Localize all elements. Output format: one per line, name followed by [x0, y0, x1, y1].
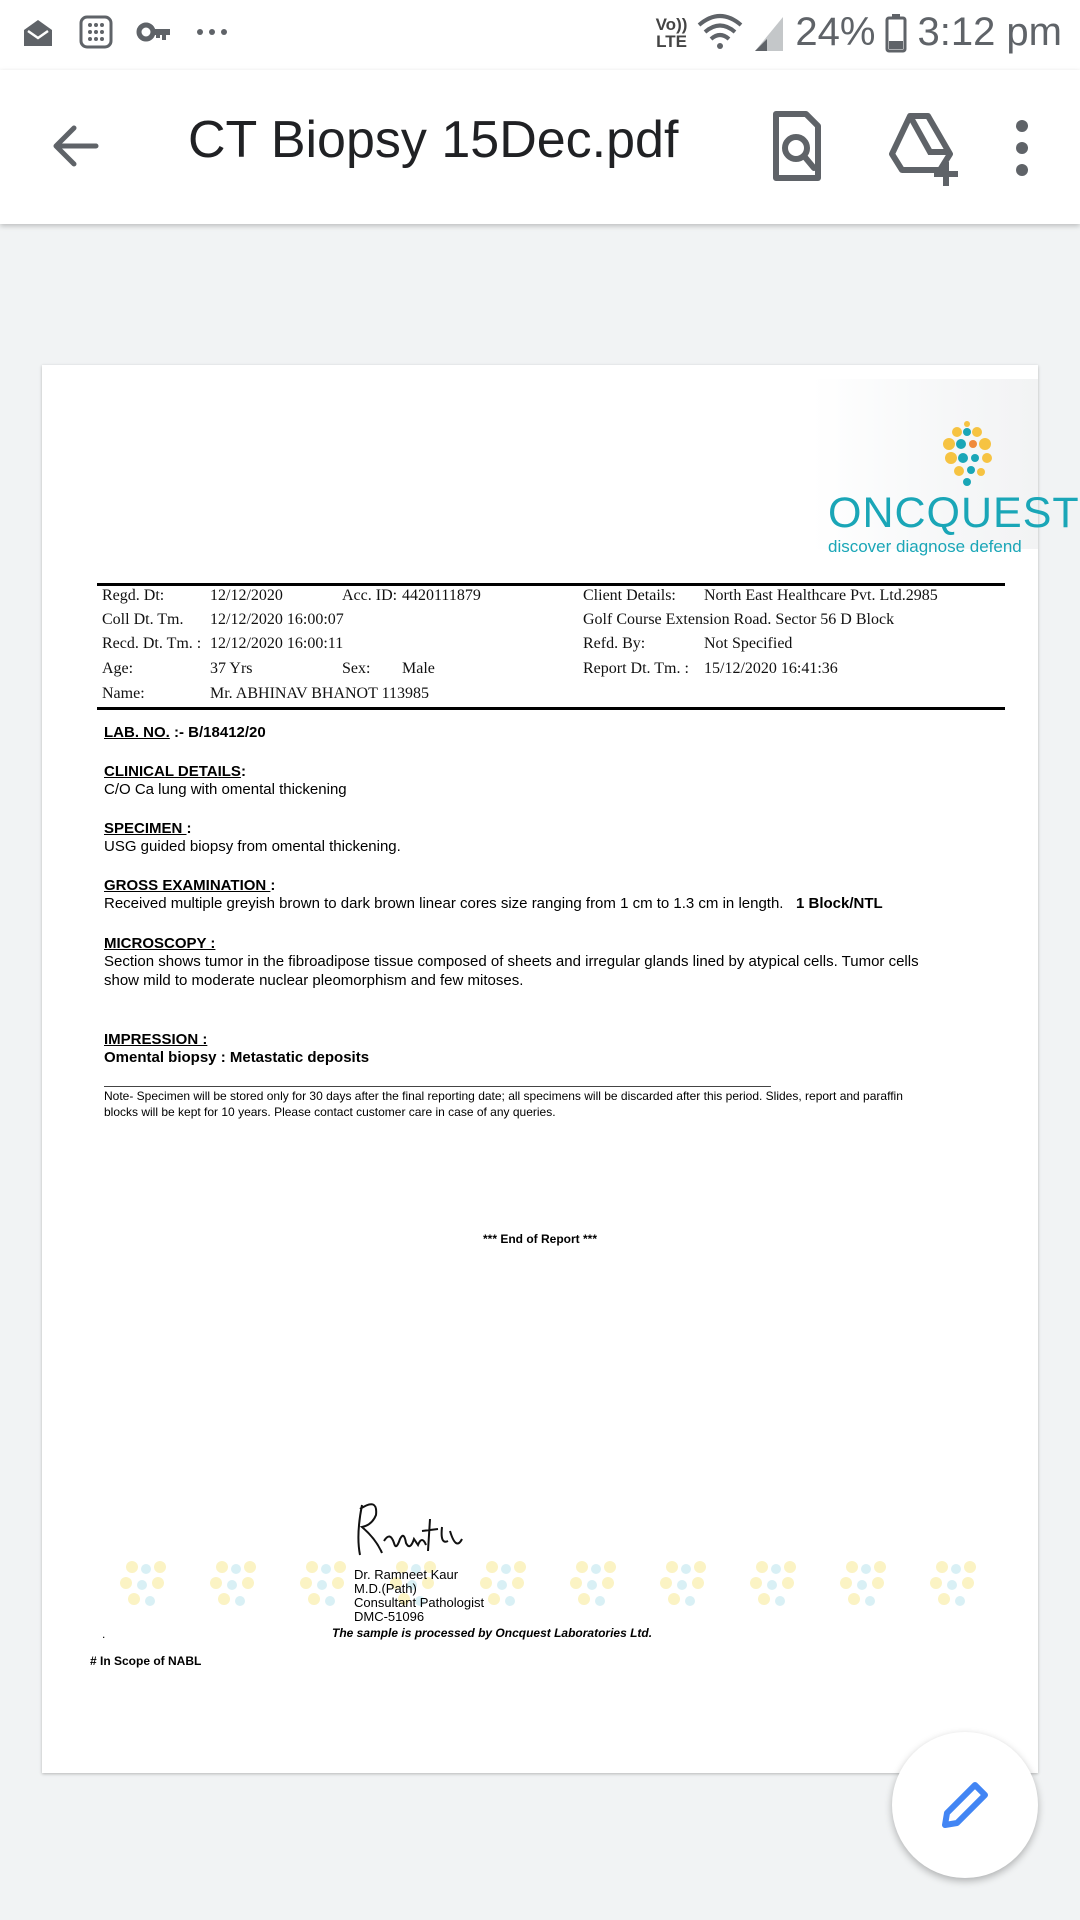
dialpad-icon	[78, 14, 114, 50]
status-bar	[0, 0, 1080, 70]
doctor-degree: M.D.(Path)	[354, 1581, 417, 1596]
report-label: Report Dt. Tm. :	[583, 660, 689, 677]
edit-pencil-icon	[935, 1775, 995, 1835]
coll-label: Coll Dt. Tm.	[102, 611, 184, 628]
clinical-heading: CLINICAL DETAILS	[104, 763, 241, 780]
doctor-title: Consultant Pathologist	[354, 1595, 485, 1610]
app-bar	[0, 70, 1080, 224]
pdf-page	[42, 365, 1080, 1773]
more-notifications-icon	[194, 14, 230, 50]
note-divider	[104, 1086, 771, 1087]
specimen-text: USG guided biopsy from omental thickening.	[104, 838, 401, 855]
gross-block: 1 Block/NTL	[796, 895, 883, 912]
battery-percent: 24%	[795, 10, 876, 54]
doctor-reg: DMC-51096	[354, 1609, 425, 1624]
oncquest-logo-icon	[937, 418, 997, 490]
impression-heading: IMPRESSION :	[104, 1031, 208, 1048]
coll-value: 12/12/2020 16:00:07	[210, 611, 344, 628]
regd-value: 12/12/2020	[210, 587, 283, 604]
report-value: 15/12/2020 16:41:36	[704, 660, 838, 677]
acc-label: Acc. ID:	[342, 587, 398, 604]
processed-by: The sample is processed by Oncquest Laboratories Ltd.	[332, 1626, 653, 1640]
add-to-drive-icon[interactable]	[880, 106, 964, 190]
dot-mark: .	[102, 1627, 106, 1641]
clinical-section: CLINICAL DETAILS: C/O Ca lung with omental thickening	[104, 763, 347, 798]
age-value: 37 Yrs	[210, 660, 253, 677]
lab-no-label: LAB. NO.	[104, 724, 170, 741]
battery-icon	[885, 14, 907, 52]
specimen-heading: SPECIMEN	[104, 820, 187, 837]
clinical-text: C/O Ca lung with omental thickening	[104, 781, 347, 798]
gross-section: GROSS EXAMINATION : Received multiple greyish brown to dark brown linear cores size ranging from 1 cm to 1.3 cm in length. 1 Block/NTL	[104, 877, 883, 912]
name-label: Name:	[102, 685, 145, 702]
client-label: Client Details:	[583, 587, 676, 604]
edit-fab[interactable]	[892, 1732, 1038, 1878]
watermark-pattern	[112, 1555, 982, 1615]
volte-indicator: Vo)) LTE	[655, 14, 688, 51]
logo-tagline: discover diagnose defend	[828, 537, 1022, 556]
find-in-page-icon[interactable]	[756, 106, 836, 186]
microscopy-section	[104, 935, 954, 990]
acc-value: 4420111879	[402, 587, 481, 604]
end-of-report: *** End of Report ***	[482, 1232, 597, 1246]
recd-label: Recd. Dt. Tm. :	[102, 635, 202, 652]
back-arrow-icon[interactable]	[44, 114, 108, 178]
refd-label: Refd. By:	[583, 635, 646, 652]
mail-icon	[20, 14, 56, 50]
header-top-rule	[97, 583, 1005, 586]
more-vert-icon[interactable]	[1000, 108, 1044, 188]
gross-text: Received multiple greyish brown to dark brown linear cores size ranging from 1 cm to 1.3 cm in length.	[104, 895, 784, 912]
sex-value: Male	[402, 660, 435, 677]
refd-value: Not Specified	[704, 635, 793, 652]
client-value: North East Healthcare Pvt. Ltd.2985	[704, 587, 938, 604]
impression-text: Omental biopsy : Metastatic deposits	[104, 1049, 370, 1066]
key-icon	[136, 14, 172, 50]
storage-note: Note- Specimen will be stored only for 30 days after the final reporting date; all specimens will be discarded after this period. Slides, report and paraffin blocks will be kept for 10 years. Please contact customer care in case of any queries.	[104, 1089, 903, 1119]
regd-label: Regd. Dt:	[102, 587, 165, 604]
clock: 3:12 pm	[917, 10, 1062, 54]
signal-icon	[753, 13, 785, 53]
micro-heading: MICROSCOPY :	[104, 935, 216, 952]
lab-no-value: :- B/18412/20	[174, 724, 266, 741]
sex-label: Sex:	[342, 660, 371, 677]
client-address: Golf Course Extension Road. Sector 56 D Block	[583, 611, 895, 628]
specimen-section: SPECIMEN : USG guided biopsy from omental thickening.	[104, 820, 401, 855]
document-title: CT Biopsy 15Dec.pdf	[188, 111, 679, 169]
header-bottom-rule	[97, 707, 1005, 710]
logo-wordmark: ONCQUEST	[828, 489, 1080, 537]
wifi-icon	[697, 13, 743, 53]
nabl-scope-note: # In Scope of NABL	[90, 1654, 202, 1668]
recd-value: 12/12/2020 16:00:11	[210, 635, 344, 652]
micro-text: Section shows tumor in the fibroadipose tissue composed of sheets and irregular glands lined by atypical cells. Tumor cells show mild to moderate nuclear pleomorphism and few mitoses.	[104, 953, 919, 989]
gross-heading: GROSS EXAMINATION	[104, 877, 271, 894]
name-value: Mr. ABHINAV BHANOT 113985	[210, 685, 429, 702]
doctor-name: Dr. Ramneet Kaur	[354, 1567, 459, 1582]
signature-image	[352, 1495, 472, 1565]
doctor-block	[354, 1568, 484, 1624]
age-label: Age:	[102, 660, 134, 677]
lab-no	[104, 724, 266, 741]
impression-section	[104, 1031, 369, 1067]
